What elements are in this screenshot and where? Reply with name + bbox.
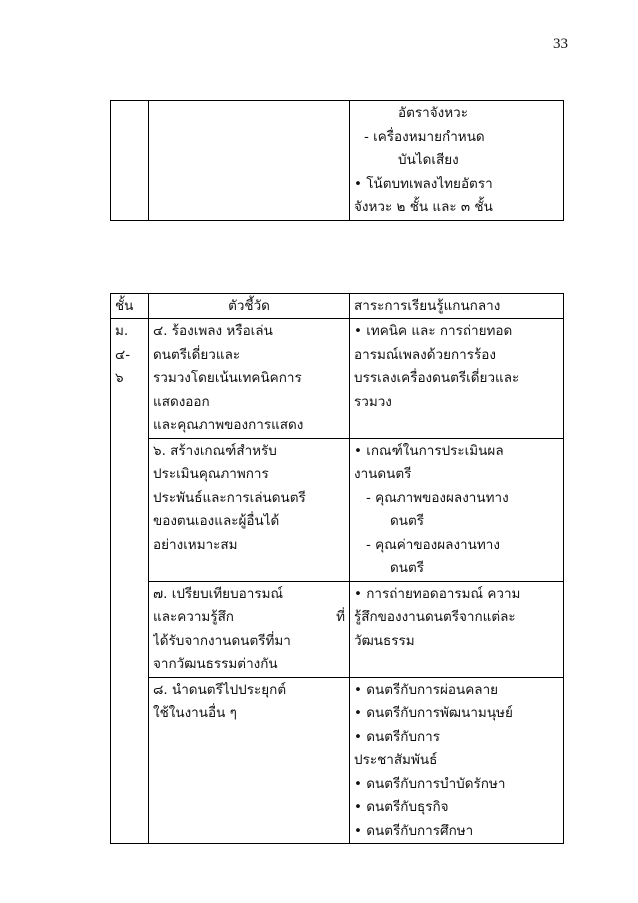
content-line: ประชาสัมพันธ์	[354, 752, 438, 768]
content-cell	[350, 319, 564, 439]
content-line: • ดนตรีกับการบำบัดรักษา	[354, 775, 506, 792]
content-line: • ดนตรีกับการศึกษา	[354, 822, 474, 839]
content-line: • ดนตรีกับธุรกิจ	[354, 799, 449, 815]
content-line: บรรเลงเครื่องดนตรีเดี่ยวและ	[354, 370, 520, 386]
indicator-line: ของตนเองและผู้อื่นได้	[153, 513, 280, 529]
content-line: จังหวะ ๒ ชั้น และ ๓ ชั้น	[354, 199, 493, 215]
indicator-line: จากวัฒนธรรมต่างกัน	[153, 656, 278, 672]
indicator-line: ได้รับจากงานดนตรีที่มา	[153, 632, 291, 649]
content-line: • ดนตรีกับการพัฒนามนุษย์	[354, 705, 513, 721]
content-cell	[350, 101, 564, 221]
page-number: 33	[553, 36, 568, 52]
indicator-fragment: ที่	[336, 609, 345, 625]
level-cell	[111, 319, 149, 844]
indicator-line: ใช้ในงานอื่น ๆ	[153, 705, 237, 721]
content-line: ดนตรี	[390, 560, 425, 576]
content-line: • โน้ตบทเพลงไทยอัตรา	[354, 175, 493, 192]
indicator-line: ๘. นำดนตรีไปประยุกต์	[153, 681, 287, 698]
header-row	[111, 294, 564, 319]
content-line: • ดนตรีกับการผ่อนคลาย	[354, 681, 499, 698]
indicator-cell	[149, 438, 350, 581]
content-cell	[350, 581, 564, 677]
content-line: - คุณค่าของผลงานทาง	[366, 536, 500, 553]
indicator-cell	[149, 319, 350, 439]
indicator-line: ประพันธ์และการเล่นดนตรี	[153, 489, 306, 506]
table-row	[111, 319, 564, 439]
indicator-cell	[149, 581, 350, 677]
level-cell	[111, 101, 149, 221]
content-line: บันไดเสียง	[398, 152, 459, 168]
content-line: - คุณภาพของผลงานทาง	[366, 489, 509, 506]
indicator-line: ๖. สร้างเกณฑ์สำหรับ	[153, 442, 277, 459]
continuation-table	[110, 100, 564, 221]
indicator-line: และคุณภาพของการแสดง	[153, 417, 304, 433]
content-cell	[350, 677, 564, 844]
table-row	[111, 581, 564, 677]
table-row	[111, 438, 564, 581]
indicator-line	[153, 606, 345, 630]
content-line: วัฒนธรรม	[354, 632, 415, 649]
indicator-line: อย่างเหมาะสม	[153, 536, 238, 553]
table-row	[111, 677, 564, 844]
content-line: อัตราจังหวะ	[398, 105, 468, 121]
content-line: - เครื่องหมายกำหนด	[364, 128, 485, 145]
indicator-cell	[149, 677, 350, 844]
header-core-content: สาระการเรียนรู้แกนกลาง	[350, 294, 564, 319]
indicator-line: ดนตรีเดี่ยวและ	[153, 346, 241, 363]
content-line: • เทคนิค และ การถ่ายทอด	[354, 323, 513, 339]
content-line: • การถ่ายทอดอารมณ์ ความ	[354, 585, 521, 602]
content-line: ดนตรี	[390, 513, 425, 529]
header-level: ชั้น	[111, 294, 149, 319]
indicator-line: ๗. เปรียบเทียบอารมณ์	[153, 585, 284, 602]
content-line: • ดนตรีกับการ	[354, 728, 441, 745]
indicator-line: รวมวงโดยเน้นเทคนิคการ	[153, 370, 302, 386]
indicator-line: ๔. ร้องเพลง หรือเล่น	[153, 323, 273, 339]
curriculum-table	[110, 293, 564, 844]
level-line: ๖	[115, 370, 124, 386]
indicator-line: ประเมินคุณภาพการ	[153, 466, 269, 482]
content-line: • เกณฑ์ในการประเมินผล	[354, 442, 504, 459]
indicator-cell	[149, 101, 350, 221]
content-line: อารมณ์เพลงด้วยการร้อง	[354, 346, 496, 363]
content-line: รู้สึกของงานดนตรีจากแต่ละ	[354, 609, 516, 625]
level-line: ๔-	[115, 346, 131, 363]
header-indicator: ตัวชี้วัด	[149, 294, 350, 319]
content-line: รวมวง	[354, 393, 392, 410]
indicator-fragment: และความรู้สึก	[153, 609, 234, 625]
indicator-line: แสดงออก	[153, 393, 210, 410]
table-row	[111, 101, 564, 221]
level-line: ม.	[115, 323, 129, 339]
content-cell	[350, 438, 564, 581]
content-line: งานดนตรี	[354, 466, 412, 482]
